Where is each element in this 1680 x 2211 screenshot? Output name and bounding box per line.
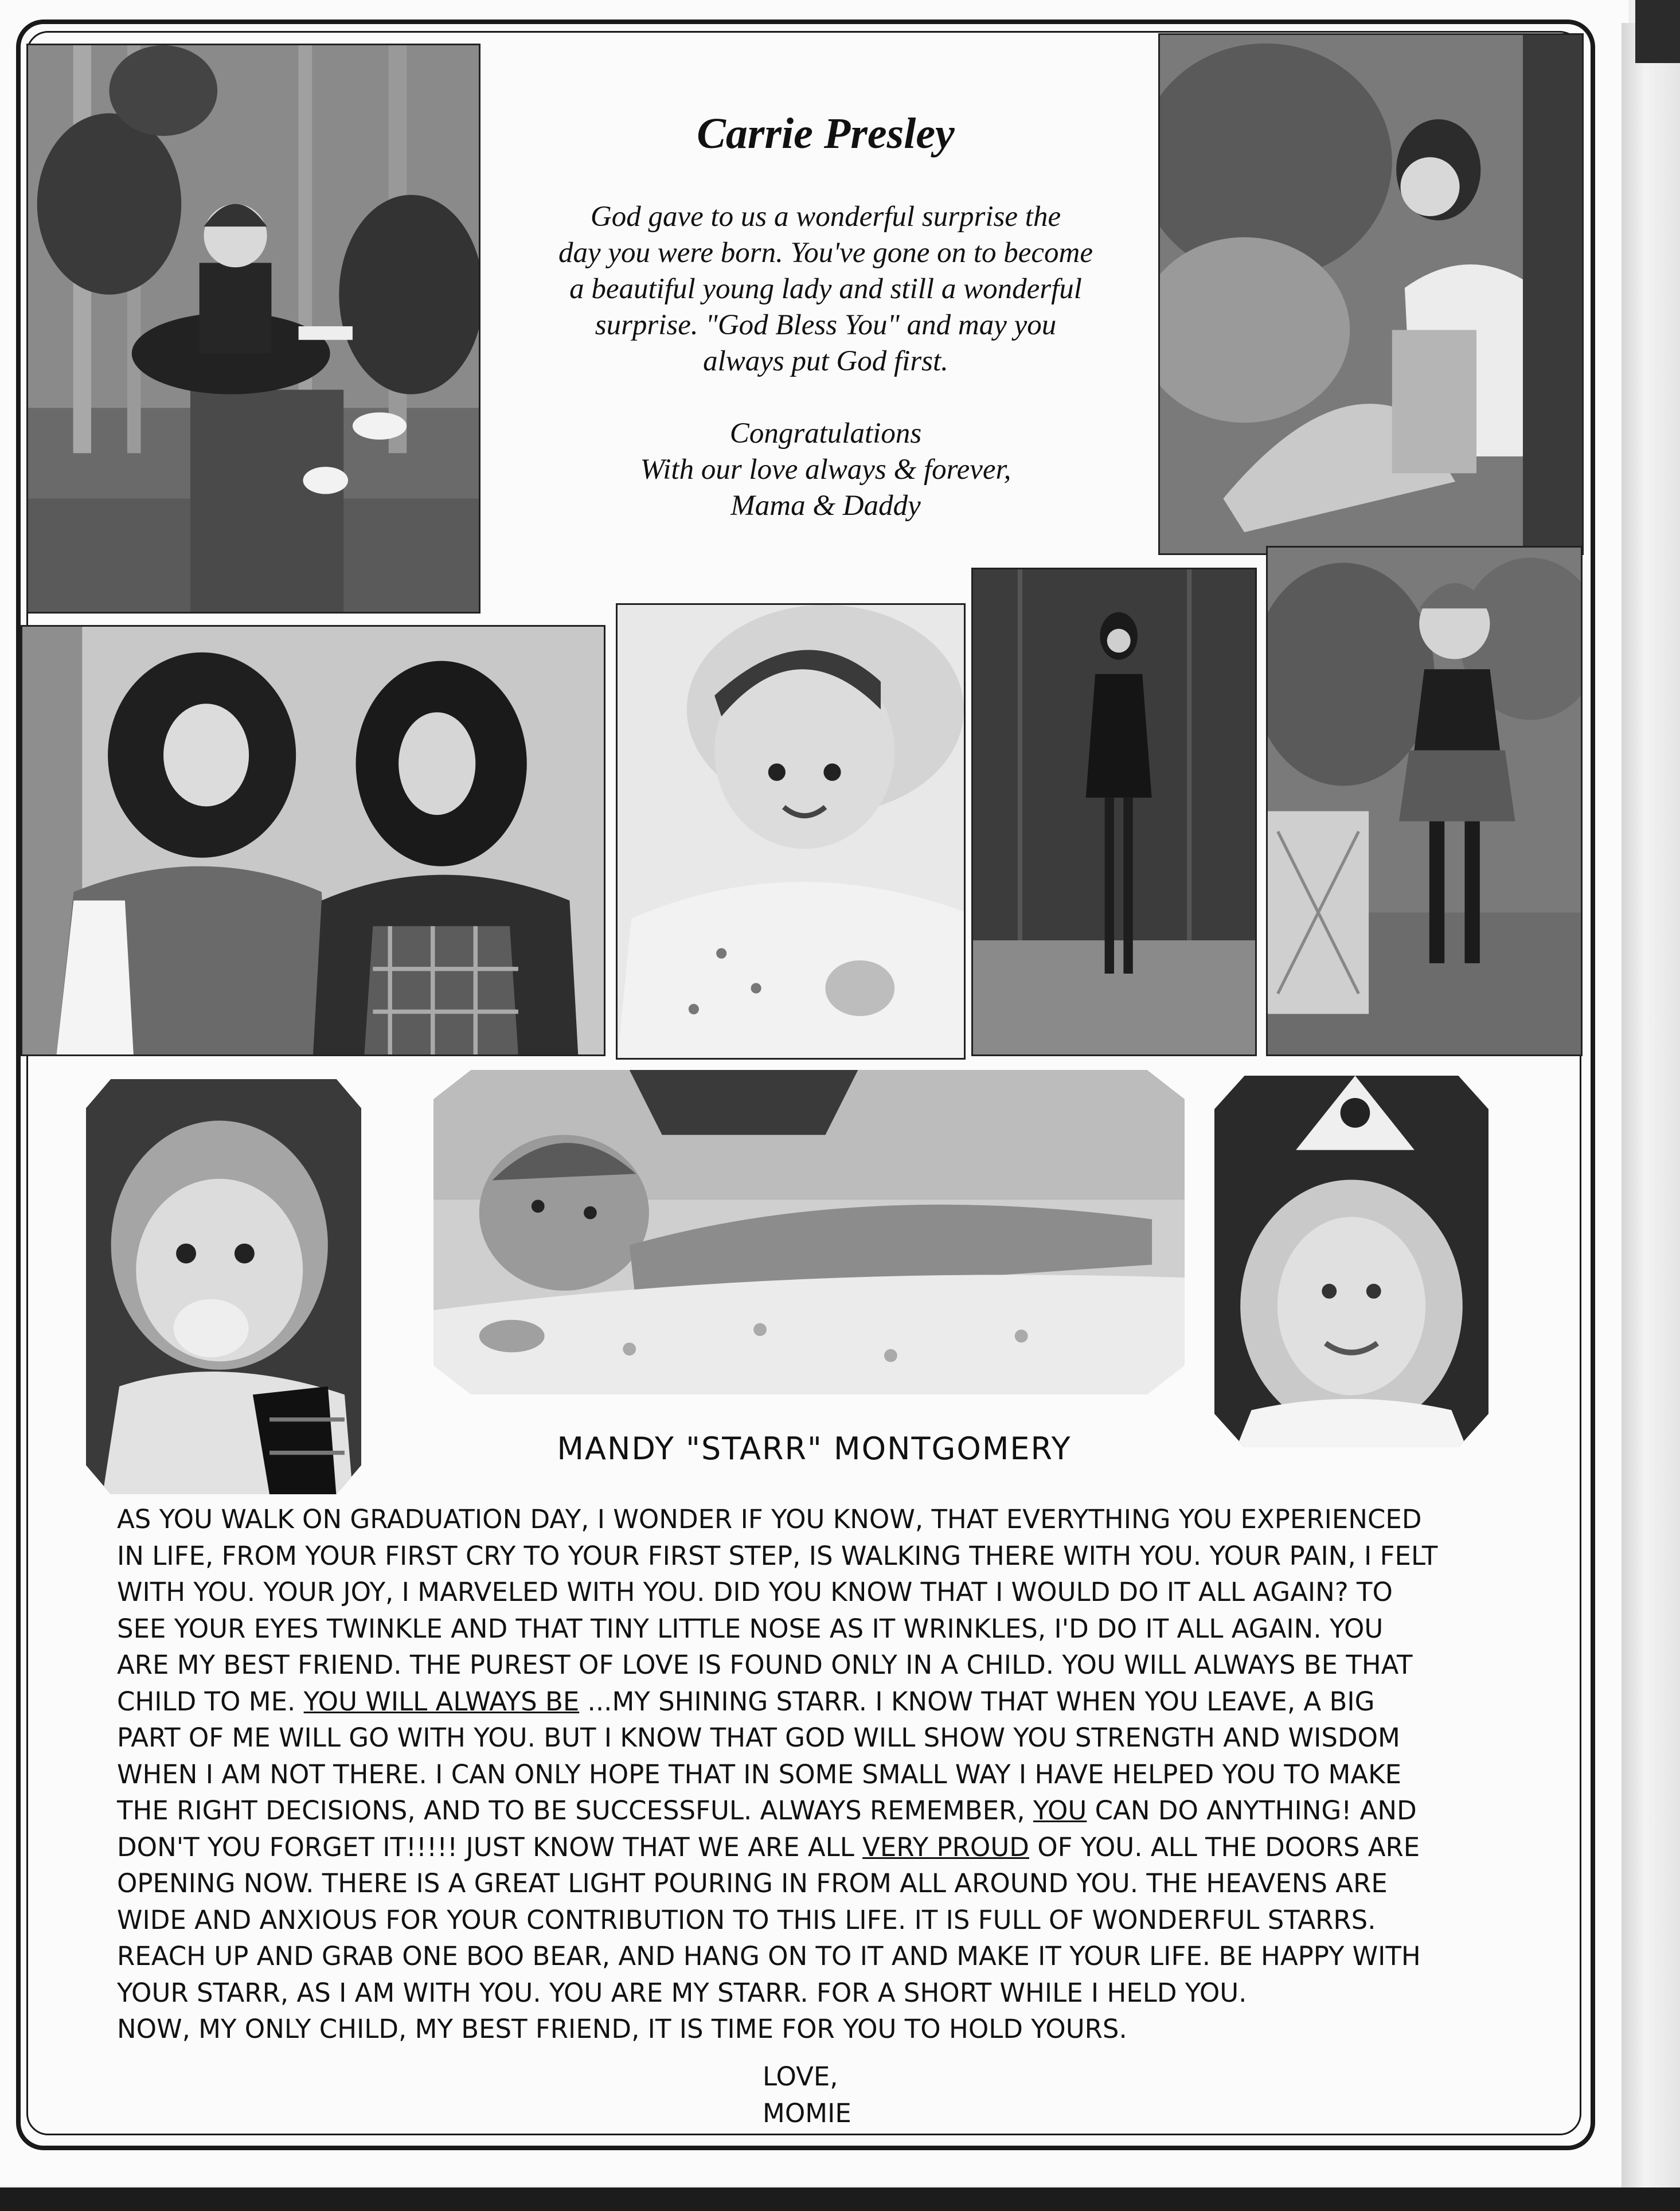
letter-line: WHEN I AM NOT THERE. I CAN ONLY HOPE THAT IN SOME SMALL WAY I HAVE HELPED YOU TO MAKE <box>117 1759 1402 1790</box>
letter-line: YOUR STARR, AS I AM WITH YOU. YOU ARE MY STARR. FOR A SHORT WHILE I HELD YOU. <box>117 1977 1247 2008</box>
letter-line: WIDE AND ANXIOUS FOR YOUR CONTRIBUTION TO THIS LIFE. IT IS FULL OF WONDERFUL STARRS. <box>117 1904 1376 1935</box>
letter-line: WITH YOU. YOUR JOY, I MARVELED WITH YOU. DID YOU KNOW THAT I WOULD DO IT ALL AGAIN? TO <box>117 1577 1393 1607</box>
photo-girl-party-hat <box>1214 1076 1488 1447</box>
poem-line: Mama & Daddy <box>730 490 921 522</box>
photo-girl-on-stump <box>26 44 480 614</box>
photo-teen-dark-dress <box>971 568 1257 1056</box>
letter-line: CHILD TO ME. YOU WILL ALWAYS BE ...MY SHINING STARR. I KNOW THAT WHEN YOU LEAVE, A BIG <box>117 1686 1375 1717</box>
letter-signoff <box>763 2058 851 2132</box>
signoff-love: LOVE, <box>763 2061 838 2092</box>
photo-teen-sitting <box>1158 33 1584 555</box>
letter-line: THE RIGHT DECISIONS, AND TO BE SUCCESSFUL. ALWAYS REMEMBER, YOU CAN DO ANYTHING! AND <box>117 1795 1417 1826</box>
letter-line: SEE YOUR EYES TWINKLE AND THAT TINY LITTLE NOSE AS IT WRINKLES, I'D DO IT ALL AGAIN. YOU <box>117 1613 1384 1644</box>
poem-line: surprise. "God Bless You" and may you <box>595 309 1057 341</box>
poem-line: day you were born. You've gone on to become <box>558 237 1093 269</box>
photo-toddler-plaid <box>1266 546 1583 1056</box>
scan-edge-shadow <box>1635 0 1680 63</box>
letter-line: NOW, MY ONLY CHILD, MY BEST FRIEND, IT IS TIME FOR YOU TO HOLD YOURS. <box>117 2014 1127 2044</box>
poem-line: With our love always & forever, <box>640 454 1011 486</box>
carrie-dedication <box>493 109 1158 524</box>
poem-spacer <box>493 380 1158 416</box>
binding-edge <box>1622 23 1680 2211</box>
letter-line: IN LIFE, FROM YOUR FIRST CRY TO YOUR FIRST STEP, IS WALKING THERE WITH YOU. YOUR PAIN, I FELT <box>117 1540 1438 1571</box>
photo-baby-lying <box>433 1070 1185 1394</box>
photo-smiling-baby <box>616 603 966 1060</box>
dedication-name-mandy: MANDY "STARR" MONTGOMERY <box>557 1431 1072 1467</box>
letter-line: AS YOU WALK ON GRADUATION DAY, I WONDER IF YOU KNOW, THAT EVERYTHING YOU EXPERIENCED <box>117 1504 1422 1534</box>
poem-line: a beautiful young lady and still a wonderful <box>569 273 1082 305</box>
letter-line: ARE MY BEST FRIEND. THE PUREST OF LOVE IS FOUND ONLY IN A CHILD. YOU WILL ALWAYS BE THAT <box>117 1650 1413 1680</box>
letter-line: OPENING NOW. THERE IS A GREAT LIGHT POURING IN FROM ALL AROUND YOU. THE HEAVENS ARE <box>117 1868 1388 1899</box>
letter-line: DON'T YOU FORGET IT!!!!! JUST KNOW THAT WE ARE ALL VERY PROUD OF YOU. ALL THE DOORS ARE <box>117 1831 1420 1862</box>
mom-letter <box>117 1501 1550 2048</box>
letter-line: PART OF ME WILL GO WITH YOU. BUT I KNOW THAT GOD WILL SHOW YOU STRENGTH AND WISDOM <box>117 1722 1400 1753</box>
signoff-momie: MOMIE <box>763 2098 851 2128</box>
poem-line: God gave to us a wonderful surprise the <box>590 201 1061 233</box>
poem-line: always put God first. <box>703 345 948 377</box>
letter-line: REACH UP AND GRAB ONE BOO BEAR, AND HANG ON TO IT AND MAKE IT YOUR LIFE. BE HAPPY WITH <box>117 1941 1421 1971</box>
dedication-name-carrie: Carrie Presley <box>697 110 955 158</box>
poem-line: Congratulations <box>729 417 922 450</box>
photo-two-girls <box>21 625 605 1056</box>
scan-bottom-edge <box>0 2187 1680 2211</box>
